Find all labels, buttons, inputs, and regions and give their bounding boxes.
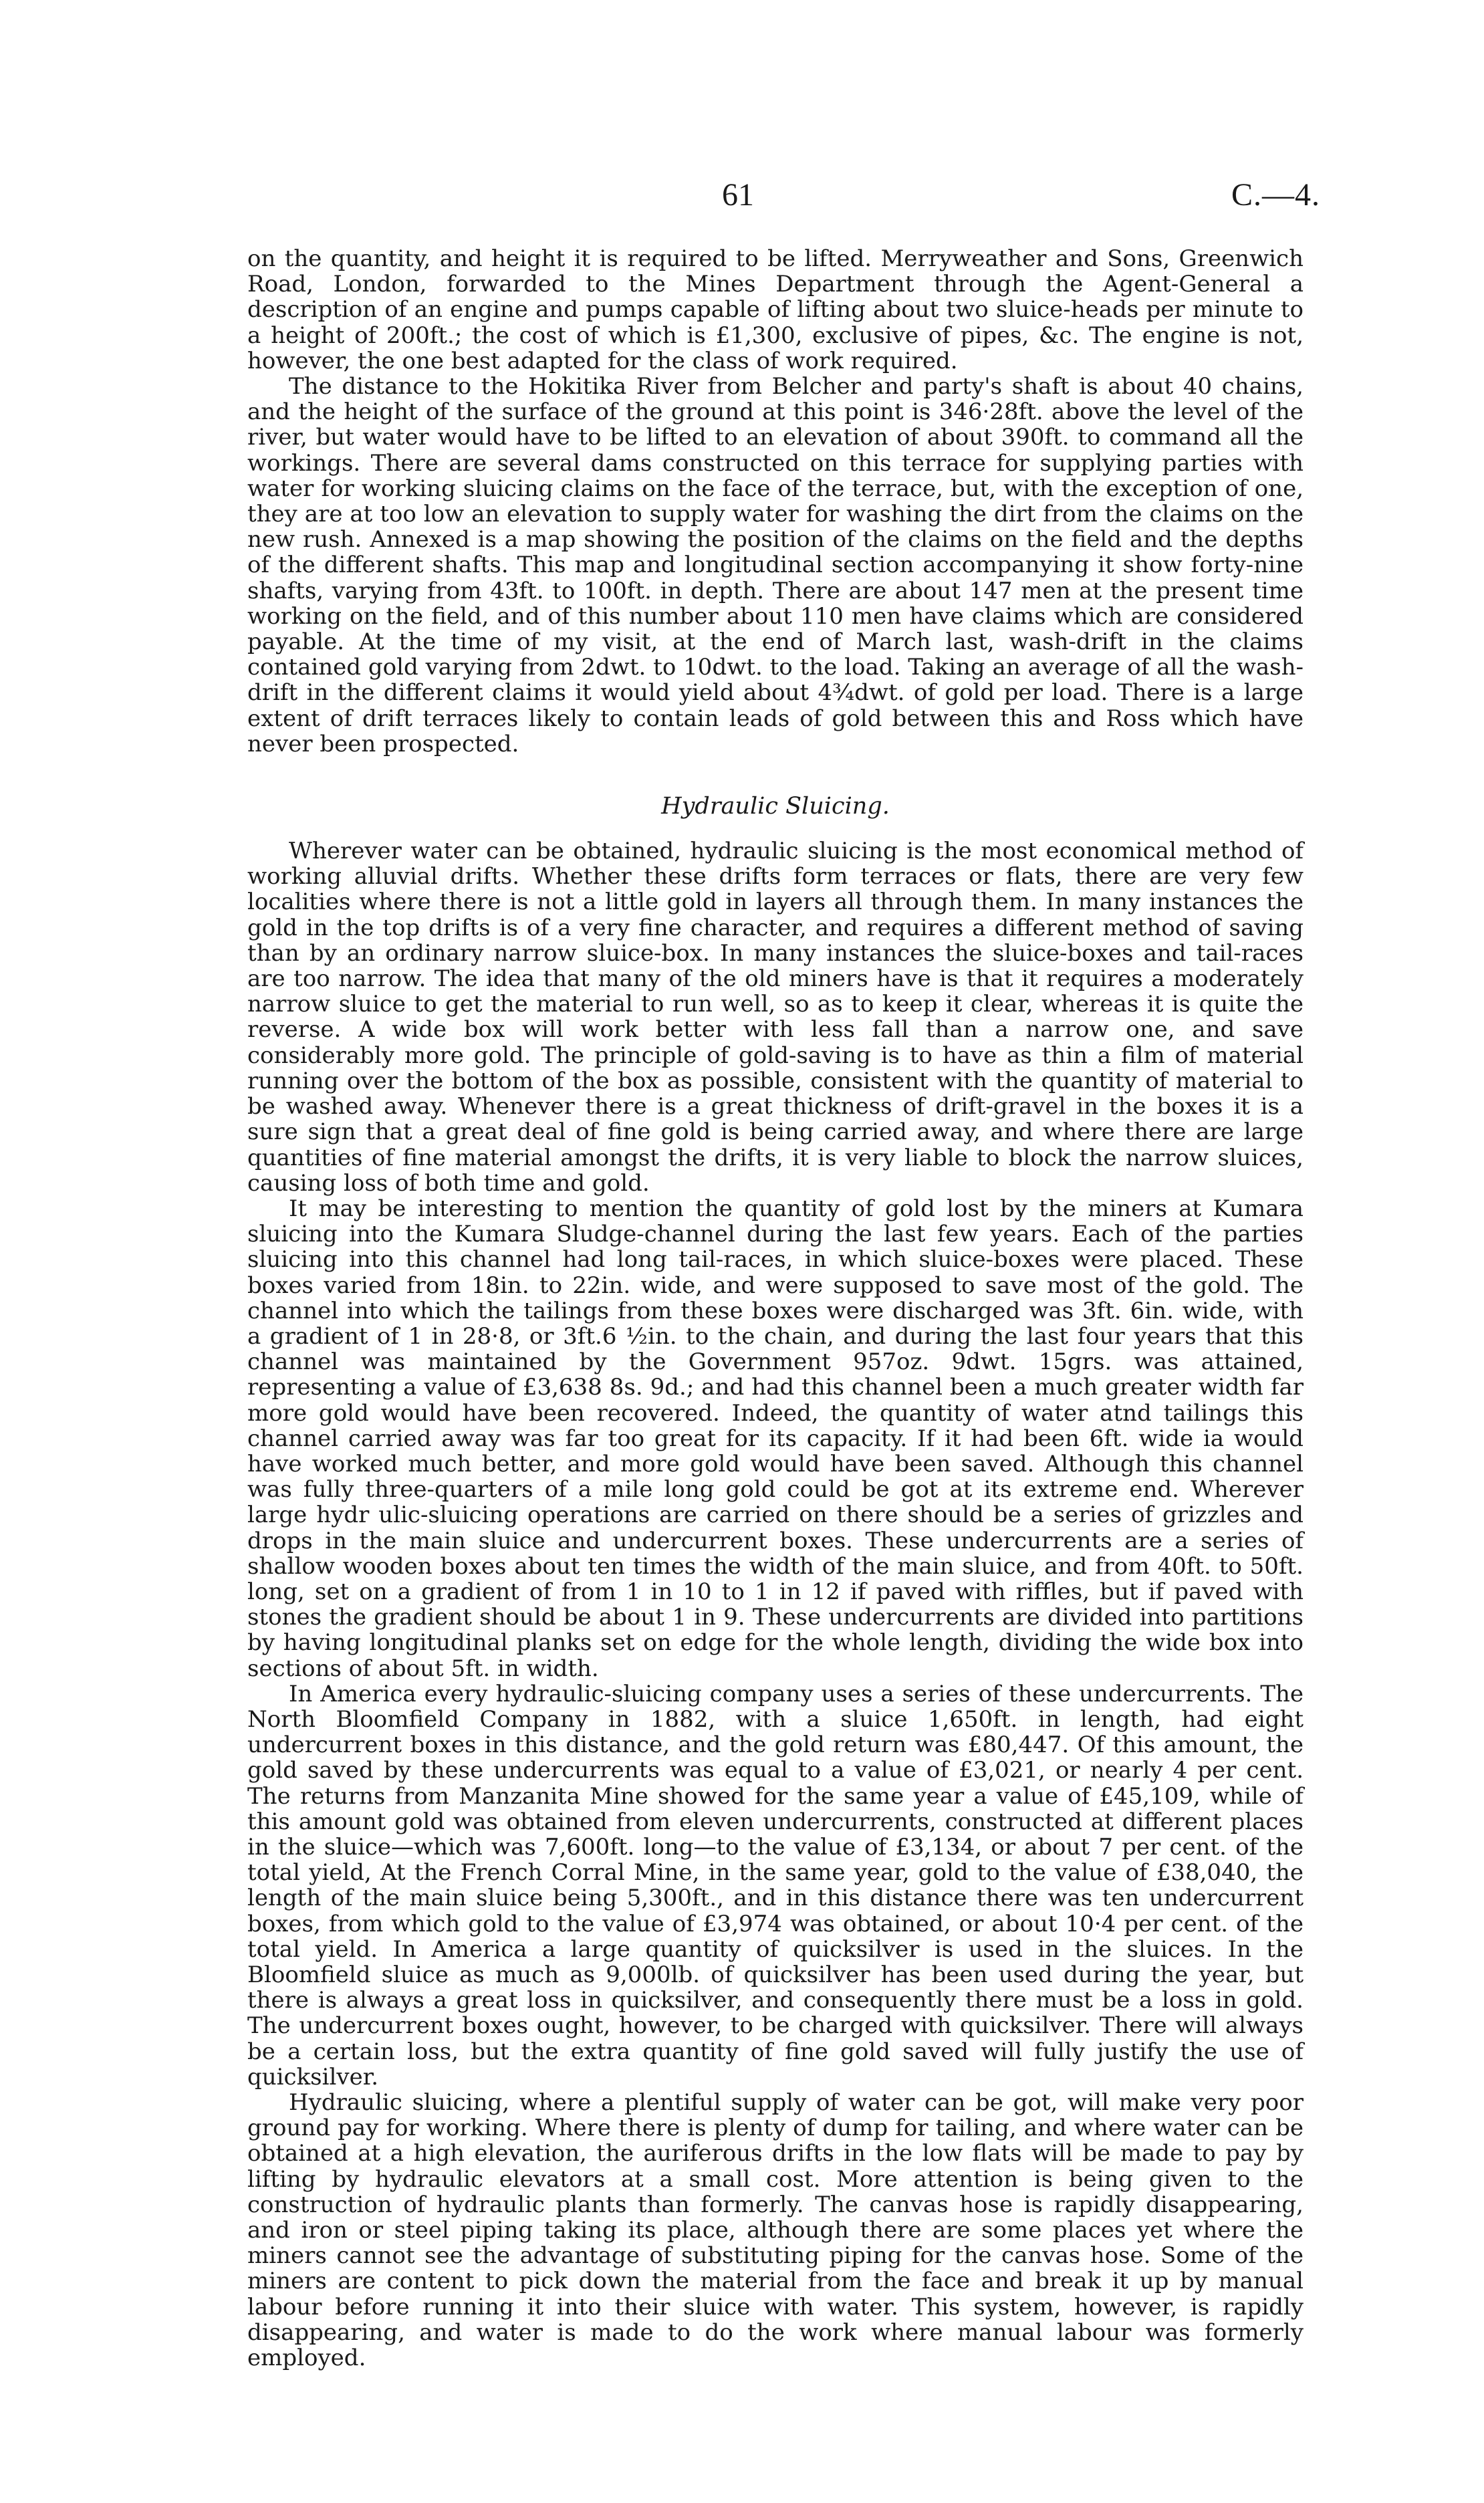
body-text: [247, 246, 1304, 2371]
paragraph-hydraulic-ground: Hydraulic sluicing, where a plentiful supply of water can be got, will make very poor ground pay for working. Where there is plenty of dump for tailing, and where water can be obtained at a high elevation, the auriferous drifts in the low flats will be made to pay by lifting by hydraulic elevators at a small cost. More attention is being given to the construction of hydraulic plants than formerly. The canvas hose is rapidly disappearing, and iron or steel piping taking its place, although there are some places yet where the miners cannot see the advantage of substituting piping for the canvas hose. Some of the miners are content to pick down the material from the face and break it up by manual labour before running it into their sluice with water. This system, however, is rapidly disappearing, and water is made to do the work where manual labour was formerly employed.: [247, 2089, 1304, 2372]
page-header: [0, 175, 1484, 229]
section-heading-hydraulic-sluicing: Hydraulic Sluicing.: [661, 793, 890, 820]
paper-reference: C.—4.: [1231, 177, 1321, 213]
paragraph-hokitika: The distance to the Hokitika River from Belcher and party's shaft is about 40 chains, and the height of the surface of the ground at this point is 346·28ft. above the level of the river, but water would have to be lifted to an elevation of about 390ft. to command all the workings. There are several dams constructed on this terrace for supplying parties with water for working sluicing claims on the face of the terrace, but, with the exception of one, they are at too low an elevation to supply water for washing the dirt from the claims on the new rush. Annexed is a map showing the position of the claims on the field and the depths of the different shafts. This map and longitudinal section accompanying it show forty-nine shafts, varying from 43ft. to 100ft. in depth. There are about 147 men at the present time working on the field, and of this number about 110 men have claims which are considered payable. At the time of my visit, at the end of March last, wash-drift in the claims contained gold varying from 2dwt. to 10dwt. to the load. Taking an average of all the wash-drift in the different claims it would yield about 4¾dwt. of gold per load. There is a large extent of drift terraces likely to contain leads of gold between this and Ross which have never been prospected.: [247, 373, 1304, 757]
paragraph-kumara: It may be interesting to mention the quantity of gold lost by the miners at Kumara sluicing into the Kumara Sludge-channel during the last few years. Each of the parties sluicing into this channel had long tail-races, in which sluice-boxes were placed. These boxes varied from 18in. to 22in. wide, and were supposed to save most of the gold. The channel into which the tailings from these boxes were discharged was 3ft. 6in. wide, with a gradient of 1 in 28·8, or 3ft.6 ½in. to the chain, and during the last four years that this channel was maintained by the Government 957oz. 9dwt. 15grs. was attained, representing a value of £3,638 8s. 9d.; and had this channel been a much greater width far more gold would have been recovered. Indeed, the quantity of water atnd tailings this channel carried away was far too great for its capacity. If it had been 6ft. wide ia would have worked much better, and more gold would have been saved. Although this channel was fully three-quarters of a mile long gold could be got at its extreme end. Wherever large hydr ulic-sluicing operations are carried on there should be a series of grizzles and drops in the main sluice and undercurrent boxes. These undercurrents are a series of shallow wooden boxes about ten times the width of the main sluice, and from 40ft. to 50ft. long, set on a gradient of from 1 in 10 to 1 in 12 if paved with riffles, but if paved with stones the gradient should be about 1 in 9. These undercurrents are divided into partitions by having longitudinal planks set on edge for the whole length, dividing the wide box into sections of about 5ft. in width.: [247, 1195, 1304, 1682]
paragraph-sluicing-intro: Wherever water can be obtained, hydraulic sluicing is the most economical method of working alluvial drifts. Whether these drifts form terraces or flats, there are very few localities where there is not a little gold in layers all through them. In many instances the gold in the top drifts is of a very fine character, and requires a different method of saving than by an ordinary narrow sluice-box. In many instances the sluice-boxes and tail-races are too narrow. The idea that many of the old miners have is that it requires a moderately narrow sluice to get the material to run well, so as to keep it clear, whereas it is quite the reverse. A wide box will work better with less fall than a narrow one, and save considerably more gold. The principle of gold-saving is to have as thin a film of material running over the bottom of the box as possible, consistent with the quantity of material to be washed away. Whenever there is a great thickness of drift-gravel in the boxes it is a sure sign that a great deal of fine gold is being carried away, and where there are large quantities of fine material amongst the drifts, it is very liable to block the narrow sluices, causing loss of both time and gold.: [247, 838, 1304, 1197]
paragraph-america: In America every hydraulic-sluicing company uses a series of these undercurrents. The North Bloomfield Company in 1882, with a sluice 1,650ft. in length, had eight undercurrent boxes in this distance, and the gold return was £80,447. Of this amount, the gold saved by these undercurrents was equal to a value of £3,021, or nearly 4 per cent. The returns from Manzanita Mine showed for the same year a value of £45,109, while of this amount gold was obtained from eleven undercurrents, constructed at different places in the sluice—which was 7,600ft. long—to the value of £3,134, or about 7 per cent. of the total yield, At the French Corral Mine, in the same year, gold to the value of £38,040, the length of the main sluice being 5,300ft., and in this distance there was ten undercurrent boxes, from which gold to the value of £3,974 was obtained, or about 10·4 per cent. of the total yield. In America a large quantity of quicksilver is used in the sluices. In the Bloomfield sluice as much as 9,000lb. of quicksilver has been used during the year, but there is always a great loss in quicksilver, and consequently there must be a loss in gold. The undercurrent boxes ought, however, to be charged with quicksilver. There will always be a certain loss, but the extra quantity of fine gold saved will fully justify the use of quicksilver.: [247, 1680, 1304, 2091]
page-number: 61: [722, 177, 754, 213]
paragraph-continued: on the quantity, and height it is required to be lifted. Merryweather and Sons, Greenwich Road, London, forwarded to the Mines Department through the Agent-General a description of an engine and pumps capable of lifting about two sluice-heads per minute to a height of 200ft.; the cost of which is £1,300, exclusive of pipes, &c. The engine is not, however, the one best adapted for the class of work required.: [247, 245, 1304, 374]
